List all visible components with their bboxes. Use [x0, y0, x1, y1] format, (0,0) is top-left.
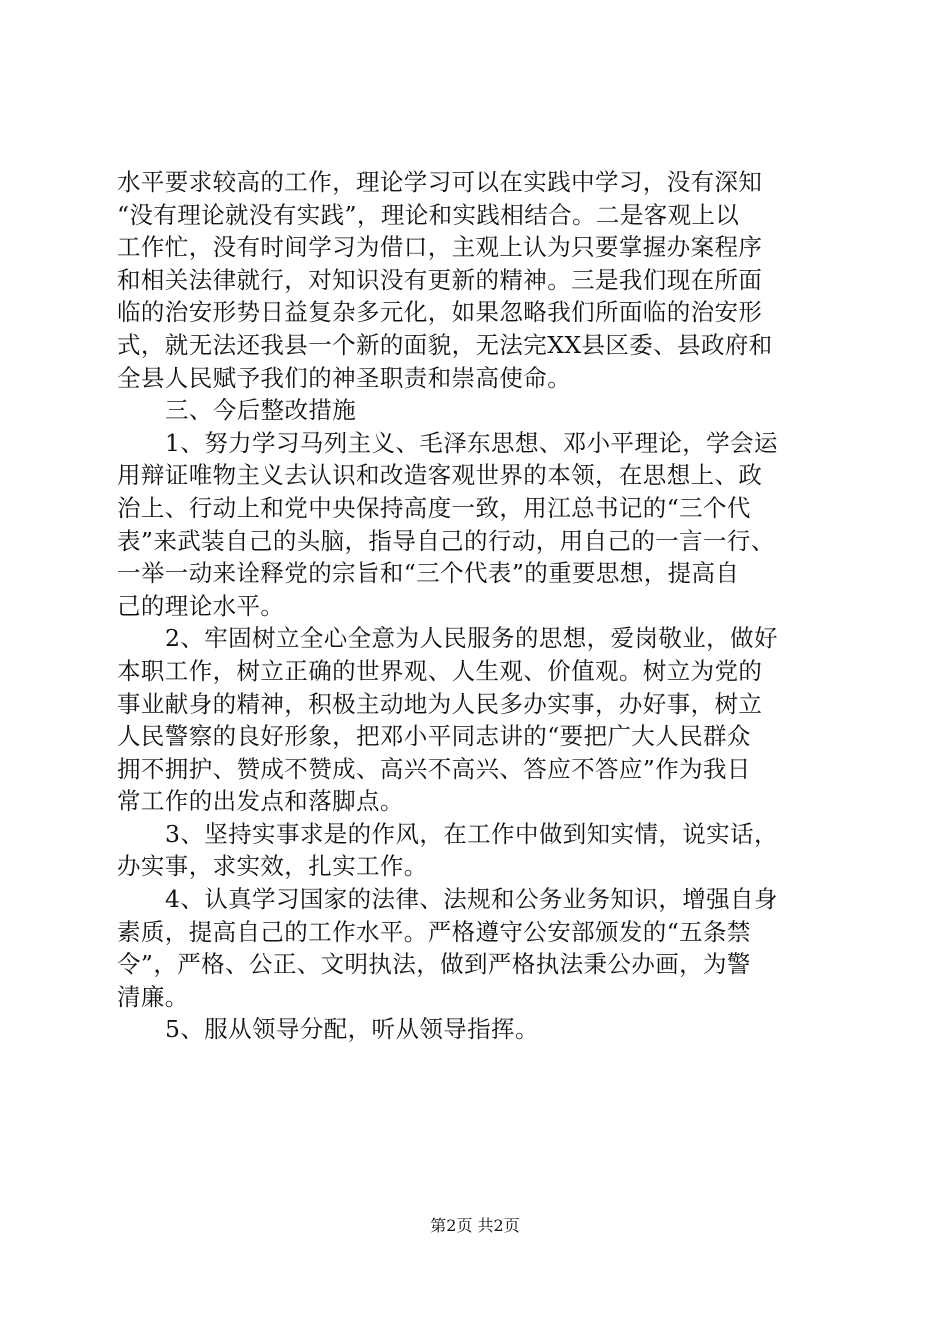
text-line: 5、服从领导分配，听从领导指挥。 [165, 1015, 539, 1044]
text-line: 治上、行动上和党中央保持高度一致，用江总书记的“三个代 [117, 493, 751, 522]
text-line: 3、坚持实事求是的作风，在工作中做到知实情，说实话， [165, 819, 778, 848]
text-line: 三、今后整改措施 [165, 396, 357, 425]
text-line: 清廉。 [117, 982, 189, 1011]
text-line: 事业献身的精神，积极主动地为人民多办实事，办好事，树立 [117, 689, 763, 718]
text-line: 常工作的出发点和落脚点。 [117, 787, 404, 816]
text-line: 素质，提高自己的工作水平。严格遵守公安部颁发的“五条禁 [117, 917, 751, 946]
text-line: 人民警察的良好形象，把邓小平同志讲的“要把广大人民群众 [117, 722, 751, 751]
text-line: “没有理论就没有实践”，理论和实践相结合。二是客观上以 [117, 200, 740, 229]
text-line: 用辩证唯物主义去认识和改造客观世界的本领，在思想上、政 [117, 461, 763, 490]
document-body [117, 166, 837, 1046]
text-line: 1、努力学习马列主义、毛泽东思想、邓小平理论，学会运 [165, 428, 778, 457]
text-line: 己的理论水平。 [117, 591, 285, 620]
text-line: 本职工作，树立正确的世界观、人生观、价值观。树立为党的 [117, 656, 763, 685]
text-line: 令”，严格、公正、文明执法，做到严格执法秉公办画，为警 [117, 950, 751, 979]
text-line: 表”来武装自己的头脑，指导自己的行动，用自己的一言一行、 [117, 526, 775, 555]
text-line: 和相关法律就行，对知识没有更新的精神。三是我们现在所面 [117, 265, 763, 294]
text-line: 拥不拥护、赞成不赞成、高兴不高兴、答应不答应”作为我日 [117, 754, 751, 783]
text-line: 一举一动来诠释党的宗旨和“三个代表”的重要思想，提高自 [117, 559, 740, 588]
text-line: 2、牢固树立全心全意为人民服务的思想，爱岗敬业，做好 [165, 624, 778, 653]
text-line: 式，就无法还我县一个新的面貌，无法完XX县区委、县政府和 [117, 330, 773, 359]
text-line: 工作忙，没有时间学习为借口，主观上认为只要掌握办案程序 [117, 233, 763, 262]
text-line: 办实事，求实效，扎实工作。 [117, 852, 428, 881]
text-line: 全县人民赋予我们的神圣职责和崇高使命。 [117, 363, 572, 392]
text-line: 水平要求较高的工作，理论学习可以在实践中学习，没有深知 [117, 168, 763, 196]
text-line: 4、认真学习国家的法律、法规和公务业务知识，增强自身 [165, 885, 778, 914]
page-footer: 第2页 共2页 [430, 1216, 520, 1235]
text-line: 临的治安形势日益复杂多元化，如果忽略我们所面临的治安形 [117, 298, 763, 327]
